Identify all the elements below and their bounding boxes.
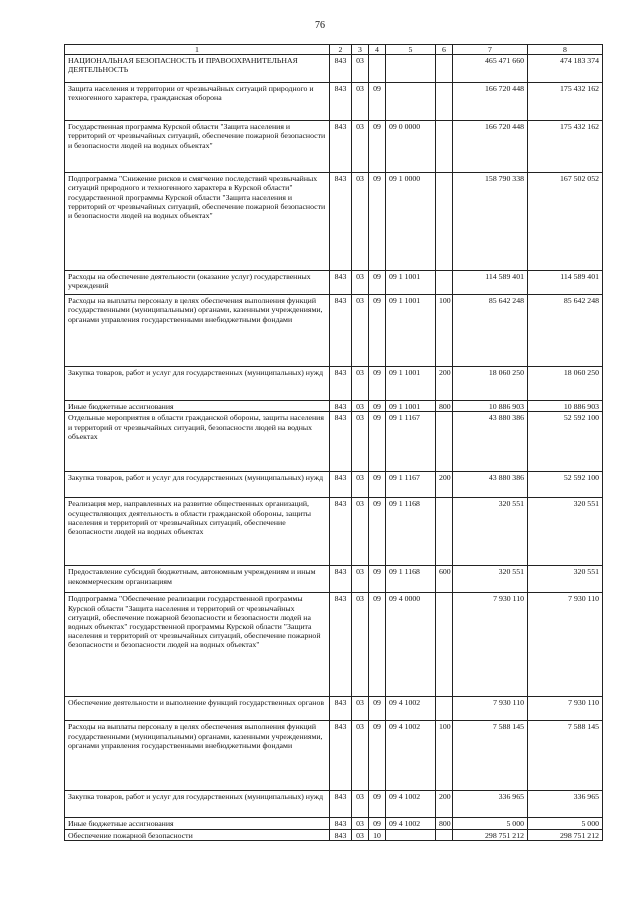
row-amount-year-1: 18 060 250 [453, 367, 528, 401]
row-name: Обеспечение пожарной безопасности [65, 829, 330, 840]
row-subsection-code: 09 [369, 83, 386, 121]
row-name: Закупка товаров, работ и услуг для государственных (муниципальных) нужд [65, 472, 330, 498]
row-amount-year-2: 5 000 [528, 818, 603, 829]
row-expense-type-code: 200 [436, 472, 453, 498]
row-subsection-code: 09 [369, 173, 386, 271]
row-grbs-code: 843 [330, 791, 352, 818]
row-target-article-code: 09 4 1002 [386, 818, 436, 829]
row-amount-year-1: 298 751 212 [453, 829, 528, 840]
table-row [65, 721, 603, 791]
table-row [65, 83, 603, 121]
row-name: Реализация мер, направленных на развитие общественных организаций, осуществляющих деятельность в области гражданской обороны, защиты населения и территорий от чрезвычайных ситуаций, обеспечение безопасности людей на водных объектах [65, 498, 330, 566]
row-name: Расходы на выплаты персоналу в целях обеспечения выполнения функций государственными (муниципальными) органами, казенными учреждениями, органами управления государственными внебюджетными фондами [65, 721, 330, 791]
row-grbs-code: 843 [330, 83, 352, 121]
row-amount-year-2: 320 551 [528, 498, 603, 566]
row-expense-type-code [436, 412, 453, 472]
row-expense-type-code [436, 271, 453, 295]
row-section-code: 03 [352, 791, 369, 818]
row-amount-year-2: 18 060 250 [528, 367, 603, 401]
row-subsection-code: 09 [369, 295, 386, 367]
header-cell: 2 [330, 45, 352, 55]
row-amount-year-2: 52 592 100 [528, 412, 603, 472]
table-row [65, 566, 603, 593]
row-subsection-code: 09 [369, 472, 386, 498]
table-row [65, 295, 603, 367]
row-amount-year-1: 10 886 903 [453, 401, 528, 412]
row-target-article-code: 09 1 0000 [386, 173, 436, 271]
table-row [65, 173, 603, 271]
row-subsection-code: 09 [369, 721, 386, 791]
row-name: Иные бюджетные ассигнования [65, 401, 330, 412]
row-target-article-code: 09 0 0000 [386, 121, 436, 173]
row-target-article-code: 09 1 1168 [386, 498, 436, 566]
table-row [65, 472, 603, 498]
row-amount-year-2: 175 432 162 [528, 121, 603, 173]
table-body [65, 55, 603, 841]
row-amount-year-1: 43 880 386 [453, 412, 528, 472]
row-amount-year-2: 320 551 [528, 566, 603, 593]
row-subsection-code: 09 [369, 791, 386, 818]
row-grbs-code: 843 [330, 829, 352, 840]
row-target-article-code: 09 4 1002 [386, 721, 436, 791]
row-amount-year-2: 7 930 110 [528, 593, 603, 697]
row-subsection-code: 09 [369, 593, 386, 697]
row-expense-type-code [436, 121, 453, 173]
row-subsection-code: 09 [369, 566, 386, 593]
row-grbs-code: 843 [330, 818, 352, 829]
row-name: Закупка товаров, работ и услуг для государственных (муниципальных) нужд [65, 367, 330, 401]
row-grbs-code: 843 [330, 121, 352, 173]
row-target-article-code: 09 1 1001 [386, 295, 436, 367]
row-name: Подпрограмма "Обеспечение реализации государственной программы Курской области "Защита населения и территорий от чрезвычайных ситуаций, обеспечение пожарной безопасности и безопасности людей на водных объектах" государственной программы Курской области "Защита населения и территорий от чрезвычайных ситуаций, обеспечение пожарной безопасности и безопасности людей на водных объектах" [65, 593, 330, 697]
row-amount-year-1: 43 880 386 [453, 472, 528, 498]
row-expense-type-code: 200 [436, 791, 453, 818]
row-section-code: 03 [352, 271, 369, 295]
row-amount-year-1: 465 471 660 [453, 55, 528, 83]
table-row [65, 401, 603, 412]
row-grbs-code: 843 [330, 55, 352, 83]
row-subsection-code: 09 [369, 367, 386, 401]
row-expense-type-code [436, 697, 453, 721]
row-amount-year-2: 114 589 401 [528, 271, 603, 295]
row-section-code: 03 [352, 498, 369, 566]
row-amount-year-1: 114 589 401 [453, 271, 528, 295]
row-expense-type-code [436, 83, 453, 121]
row-name: НАЦИОНАЛЬНАЯ БЕЗОПАСНОСТЬ И ПРАВООХРАНИТЕЛЬНАЯ ДЕЯТЕЛЬНОСТЬ [65, 55, 330, 83]
row-section-code: 03 [352, 697, 369, 721]
header-cell: 5 [386, 45, 436, 55]
row-amount-year-2: 10 886 903 [528, 401, 603, 412]
row-grbs-code: 843 [330, 566, 352, 593]
row-amount-year-1: 5 000 [453, 818, 528, 829]
table-row [65, 367, 603, 401]
header-cell: 8 [528, 45, 603, 55]
row-target-article-code: 09 4 1002 [386, 791, 436, 818]
row-section-code: 03 [352, 121, 369, 173]
header-cell: 3 [352, 45, 369, 55]
row-target-article-code: 09 4 1002 [386, 697, 436, 721]
row-subsection-code [369, 55, 386, 83]
row-amount-year-2: 52 592 100 [528, 472, 603, 498]
row-expense-type-code [436, 173, 453, 271]
row-amount-year-1: 7 930 110 [453, 593, 528, 697]
row-grbs-code: 843 [330, 697, 352, 721]
row-expense-type-code [436, 55, 453, 83]
row-target-article-code: 09 1 1001 [386, 401, 436, 412]
row-amount-year-1: 7 930 110 [453, 697, 528, 721]
row-expense-type-code [436, 593, 453, 697]
row-grbs-code: 843 [330, 367, 352, 401]
row-target-article-code: 09 1 1001 [386, 367, 436, 401]
row-grbs-code: 843 [330, 721, 352, 791]
row-grbs-code: 843 [330, 271, 352, 295]
row-amount-year-2: 474 183 374 [528, 55, 603, 83]
row-name: Государственная программа Курской области "Защита населения и территорий от чрезвычайных ситуаций, обеспечение пожарной безопасности и безопасности людей на водных объектах" [65, 121, 330, 173]
row-section-code: 03 [352, 55, 369, 83]
row-section-code: 03 [352, 412, 369, 472]
row-section-code: 03 [352, 83, 369, 121]
row-amount-year-2: 7 588 145 [528, 721, 603, 791]
budget-table [64, 44, 603, 841]
table-row [65, 593, 603, 697]
row-grbs-code: 843 [330, 412, 352, 472]
row-target-article-code [386, 55, 436, 83]
row-expense-type-code: 100 [436, 721, 453, 791]
row-expense-type-code [436, 498, 453, 566]
row-expense-type-code [436, 829, 453, 840]
row-expense-type-code: 800 [436, 818, 453, 829]
header-cell: 6 [436, 45, 453, 55]
row-amount-year-1: 158 790 338 [453, 173, 528, 271]
row-section-code: 03 [352, 818, 369, 829]
row-grbs-code: 843 [330, 472, 352, 498]
row-name: Расходы на выплаты персоналу в целях обеспечения выполнения функций государственными (муниципальными) органами, казенными учреждениями, органами управления государственными внебюджетными фондами [65, 295, 330, 367]
row-amount-year-1: 7 588 145 [453, 721, 528, 791]
row-amount-year-2: 85 642 248 [528, 295, 603, 367]
row-amount-year-1: 166 720 448 [453, 83, 528, 121]
row-expense-type-code: 200 [436, 367, 453, 401]
row-expense-type-code: 600 [436, 566, 453, 593]
row-name: Закупка товаров, работ и услуг для государственных (муниципальных) нужд [65, 791, 330, 818]
row-expense-type-code: 800 [436, 401, 453, 412]
row-subsection-code: 09 [369, 271, 386, 295]
row-amount-year-2: 7 930 110 [528, 697, 603, 721]
row-section-code: 03 [352, 566, 369, 593]
row-amount-year-2: 298 751 212 [528, 829, 603, 840]
row-section-code: 03 [352, 401, 369, 412]
row-name: Предоставление субсидий бюджетным, автономным учреждениям и иным некоммерческим организациям [65, 566, 330, 593]
row-target-article-code [386, 829, 436, 840]
table-row [65, 271, 603, 295]
row-grbs-code: 843 [330, 173, 352, 271]
row-section-code: 03 [352, 721, 369, 791]
row-amount-year-2: 175 432 162 [528, 83, 603, 121]
table-row [65, 55, 603, 83]
row-subsection-code: 09 [369, 401, 386, 412]
row-amount-year-2: 336 965 [528, 791, 603, 818]
row-amount-year-1: 166 720 448 [453, 121, 528, 173]
row-name: Иные бюджетные ассигнования [65, 818, 330, 829]
table-row [65, 498, 603, 566]
row-amount-year-1: 320 551 [453, 566, 528, 593]
row-grbs-code: 843 [330, 401, 352, 412]
row-amount-year-2: 167 502 052 [528, 173, 603, 271]
row-subsection-code: 09 [369, 498, 386, 566]
row-subsection-code: 09 [369, 818, 386, 829]
row-target-article-code: 09 1 1167 [386, 412, 436, 472]
row-amount-year-1: 336 965 [453, 791, 528, 818]
row-subsection-code: 09 [369, 412, 386, 472]
header-cell: 4 [369, 45, 386, 55]
page-number: 76 [315, 20, 325, 31]
row-name: Подпрограмма "Снижение рисков и смягчение последствий чрезвычайных ситуаций природного и техногенного характера в Курской области" государственной программы Курской области "Защита населения и территорий от чрезвычайных ситуаций, обеспечение пожарной безопасности и безопасности людей на водных объектах" [65, 173, 330, 271]
row-grbs-code: 843 [330, 295, 352, 367]
row-target-article-code: 09 1 1001 [386, 271, 436, 295]
row-grbs-code: 843 [330, 593, 352, 697]
header-row [65, 45, 603, 55]
row-target-article-code [386, 83, 436, 121]
row-target-article-code: 09 4 0000 [386, 593, 436, 697]
row-subsection-code: 10 [369, 829, 386, 840]
table-row [65, 121, 603, 173]
row-amount-year-1: 320 551 [453, 498, 528, 566]
row-section-code: 03 [352, 593, 369, 697]
row-name: Защита населения и территории от чрезвычайных ситуаций природного и техногенного характера, гражданская оборона [65, 83, 330, 121]
row-name: Расходы на обеспечение деятельности (оказание услуг) государственных учреждений [65, 271, 330, 295]
row-grbs-code: 843 [330, 498, 352, 566]
table-row [65, 412, 603, 472]
row-name: Отдельные мероприятия в области гражданской обороны, защиты населения и территорий от чрезвычайных ситуаций, безопасности людей на водных объектах [65, 412, 330, 472]
header-cell: 1 [65, 45, 330, 55]
row-target-article-code: 09 1 1167 [386, 472, 436, 498]
row-section-code: 03 [352, 173, 369, 271]
row-section-code: 03 [352, 367, 369, 401]
row-expense-type-code: 100 [436, 295, 453, 367]
row-subsection-code: 09 [369, 121, 386, 173]
row-subsection-code: 09 [369, 697, 386, 721]
row-section-code: 03 [352, 295, 369, 367]
row-section-code: 03 [352, 829, 369, 840]
header-cell: 7 [453, 45, 528, 55]
table-row [65, 829, 603, 840]
table-row [65, 818, 603, 829]
row-target-article-code: 09 1 1168 [386, 566, 436, 593]
row-name: Обеспечение деятельности и выполнение функций государственных органов [65, 697, 330, 721]
row-amount-year-1: 85 642 248 [453, 295, 528, 367]
table-row [65, 697, 603, 721]
row-section-code: 03 [352, 472, 369, 498]
table-row [65, 791, 603, 818]
